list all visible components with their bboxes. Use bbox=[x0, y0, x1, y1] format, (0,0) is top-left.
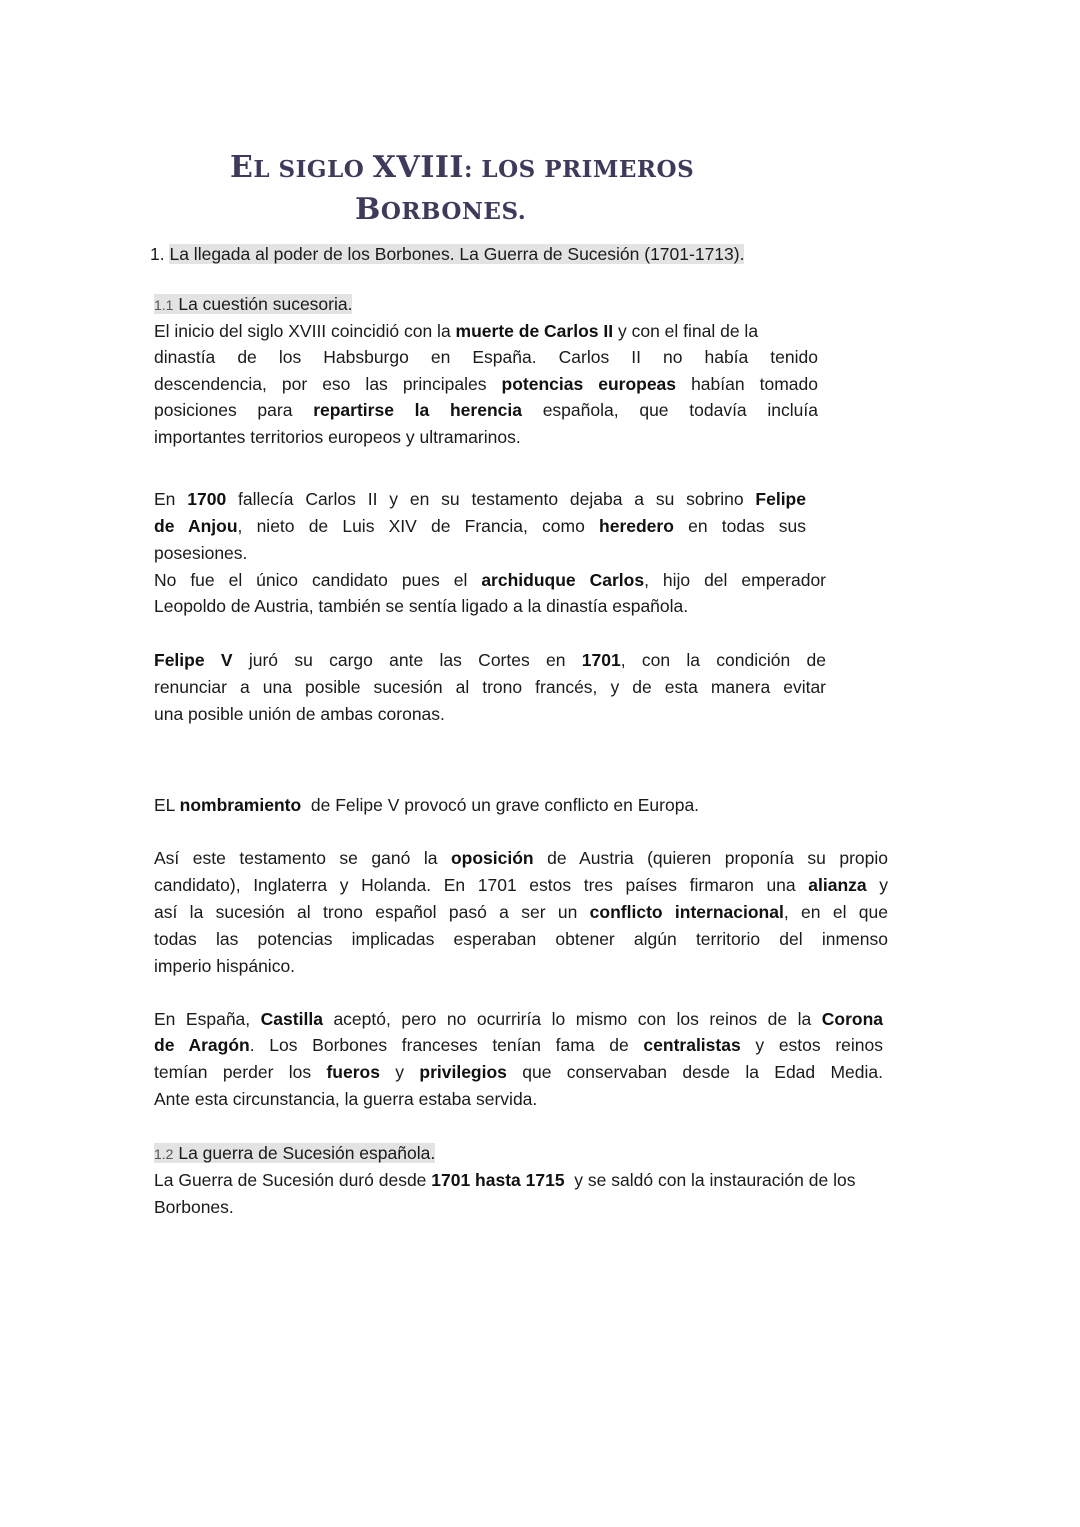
page-title-line-2: BORBONES. bbox=[355, 192, 527, 227]
subsection-1-2-heading: 1.2 La guerra de Sucesión española. bbox=[154, 1143, 436, 1163]
document-page: EL SIGLO XVIII: LOS PRIMEROS BORBONES. 1. La llegada al poder de los Borbones. La Guerra de Sucesión (1701-1713). 1.1 La cuestión sucesoria. El inicio del siglo XVIII coincidió con la muerte de Carlos II y con el final de la dinastía de los Habsburgo en España. Carlos II no había tenido descendencia, por eso las principales potencias europeas habían tomado posiciones para repartirse la herencia española, que todavía incluía importantes territorios europeos y ultramarinos. En 1700 fallecía Carlos II y en su testamento dejaba a su sobrino Felipe de Anjou, nieto de Luis XIV de Francia, como heredero en todas sus posesiones. No fue el único candidato pues el archiduque Carlos, hijo del emperador Leopoldo de Austria, también se sentía ligado a la dinastía española. Felipe V juró su cargo ante las Cortes en 1701, con la condición de renunciar a una posible sucesión al trono francés, y de esta manera evitar una posible unión de ambas coronas. EL nombramiento de Felipe V provocó un grave conflicto en Europa. Así este testamento se ganó la oposición de Austria (quieren proponía su propio candidato), Inglaterra y Holanda. En 1701 estos tres países firmaron una alianza y así la sucesión al trono español pasó a ser un conflicto internacional, en el que todas las potencias implicadas esperaban obtener algún territorio del inmenso imperio hispánico. En España, Castilla aceptó, pero no ocurriría lo mismo con los reinos de la Corona de Aragón. Los Borbones franceses tenían fama de centralistas y estos reinos temían perder los fueros y privilegios que conservaban desde la Edad Media. Ante esta circunstancia, la guerra estaba servida. 1.2 La guerra de Sucesión española. La Guerra de Sucesión duró desde 1701 hasta 1715 y se saldó con la instauración de los Borbones. bbox=[150, 150, 888, 1217]
paragraph-4: EL nombramiento de Felipe V provocó un grave conflicto en Europa. bbox=[154, 795, 700, 815]
section-1-heading: 1. La llegada al poder de los Borbones. La Guerra de Sucesión (1701-1713). bbox=[150, 244, 745, 264]
subsection-1-1-heading: 1.1 La cuestión sucesoria. bbox=[154, 294, 353, 314]
page-title-line-1: EL SIGLO XVIII: LOS PRIMEROS bbox=[230, 150, 695, 185]
